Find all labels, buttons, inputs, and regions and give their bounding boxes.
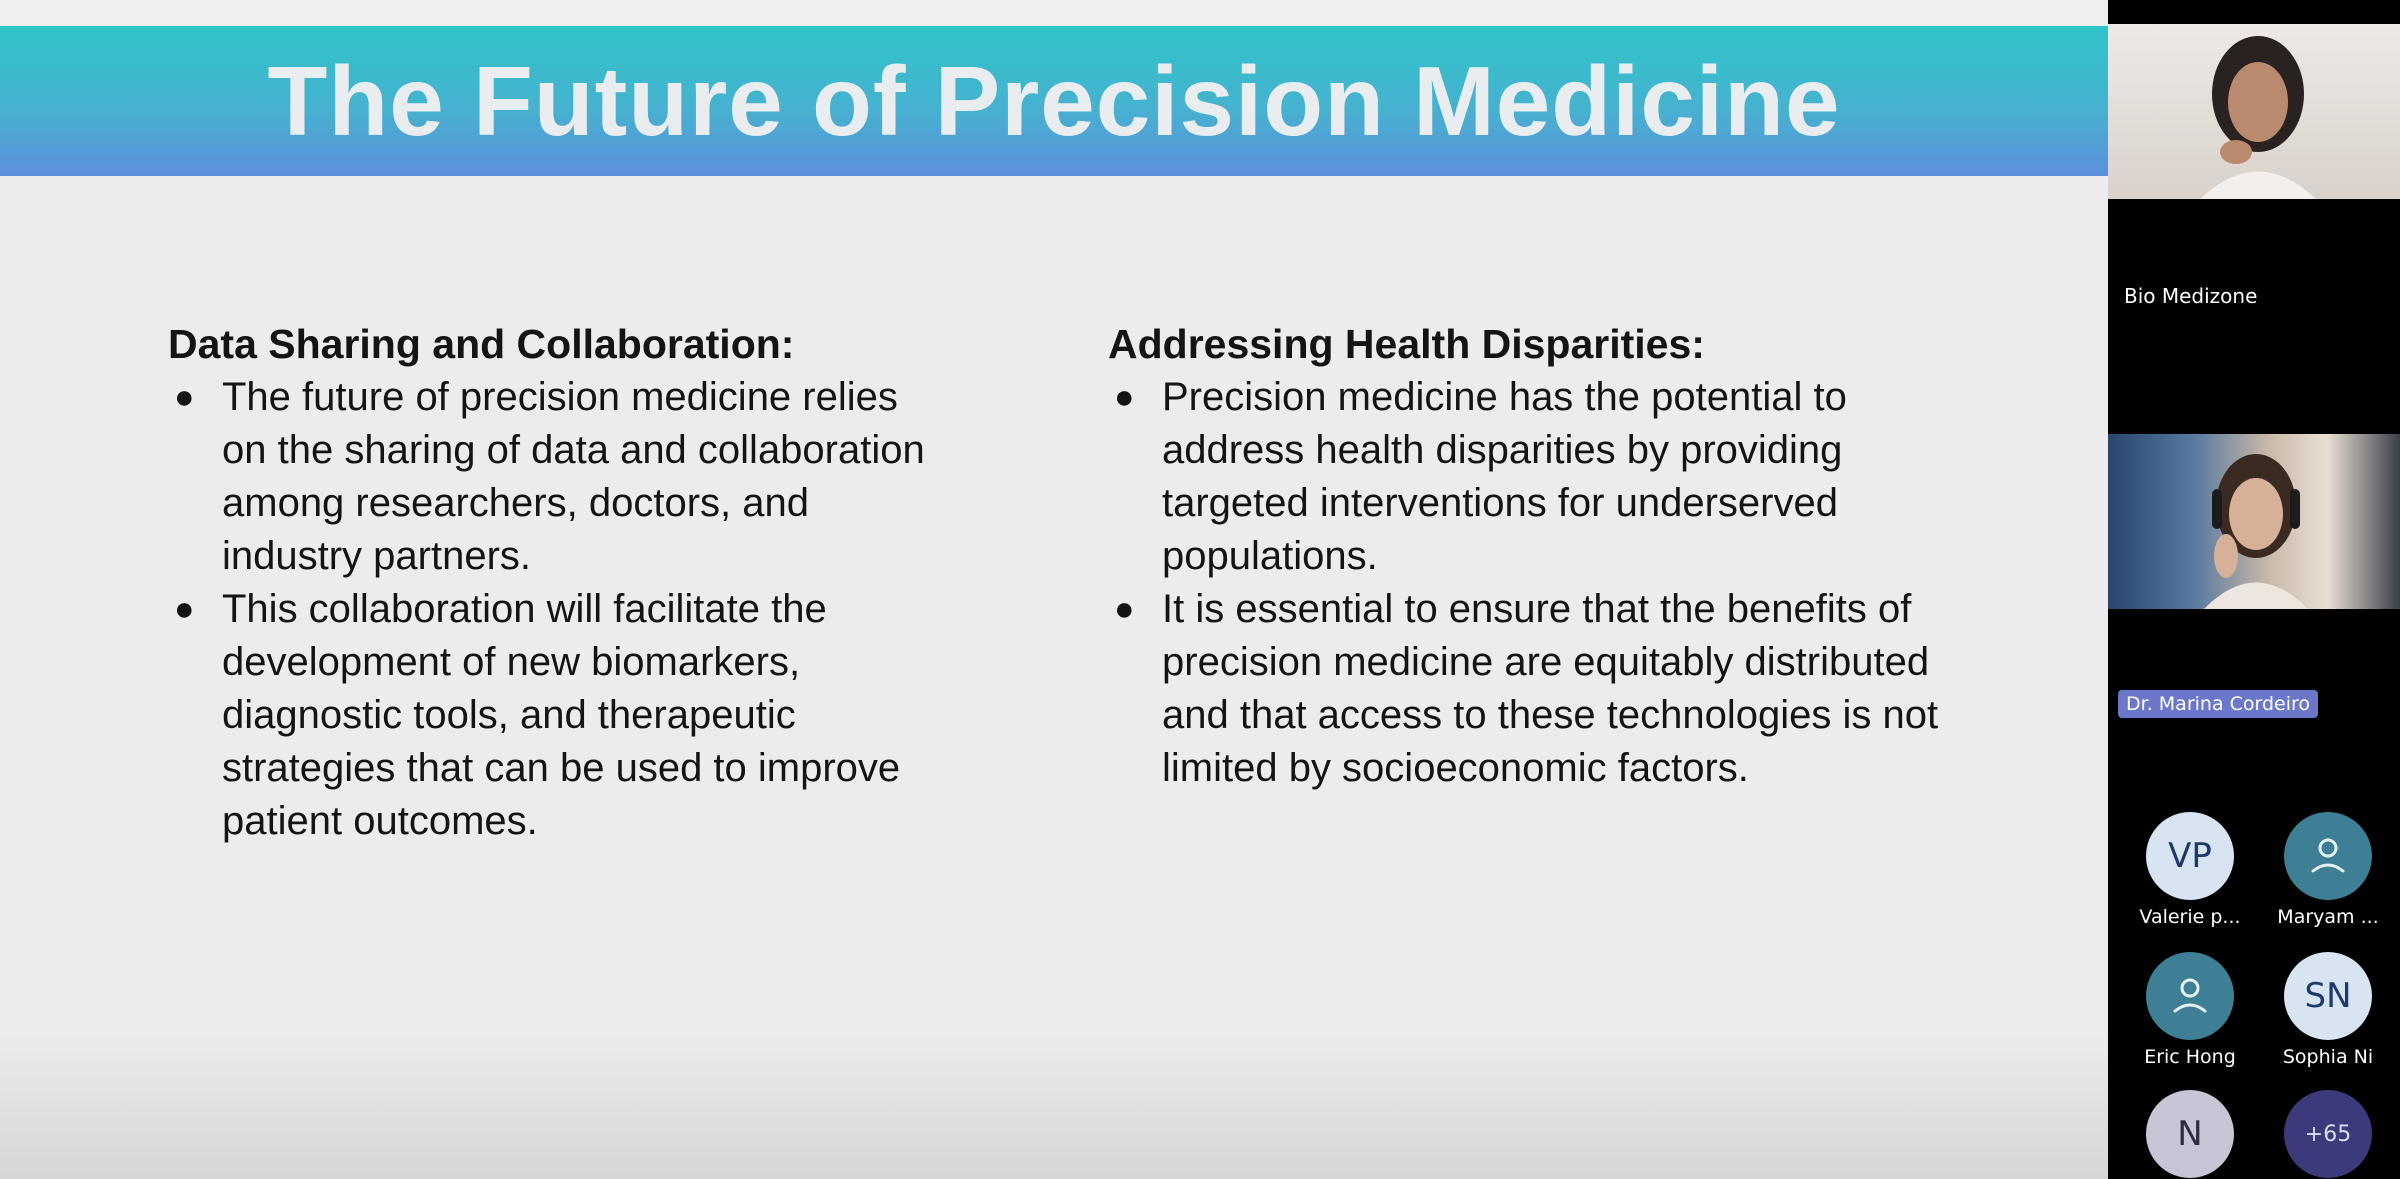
- active-speaker-label: Dr. Marina Cordeiro: [2118, 690, 2318, 718]
- left-bullet-list: [168, 371, 928, 848]
- participant-avatar[interactable]: [2258, 812, 2398, 928]
- participant-avatar[interactable]: [2258, 952, 2398, 1068]
- video-name-label: Bio Medizone: [2124, 284, 2258, 308]
- left-column: [168, 318, 928, 848]
- person-icon: [2303, 831, 2353, 881]
- avatar: SN: [2284, 952, 2372, 1040]
- slide-top-strip: [0, 0, 2108, 26]
- participant-name: Eric Hong: [2144, 1046, 2236, 1068]
- participant-name: Sophia Ni: [2282, 1046, 2374, 1068]
- bullet-glyph: ●: [1114, 378, 1135, 416]
- bullet-text: Precision medicine has the potential to address health disparities by providing targeted interventions for underserved populations.: [1162, 375, 1847, 578]
- bullet-text: This collaboration will facilitate the development of new biomarkers, diagnostic tools, and therapeutic strategies that can be used to improve patient outcomes.: [222, 587, 901, 843]
- list-item: [168, 583, 928, 848]
- slide-title: The Future of Precision Medicine: [267, 45, 1841, 156]
- participant-avatar[interactable]: [2120, 1090, 2260, 1178]
- more-participants-button[interactable]: [2258, 1090, 2398, 1178]
- left-heading: Data Sharing and Collaboration:: [168, 321, 795, 367]
- bullet-text: It is essential to ensure that the benefits of precision medicine are equitably distributed and that access to these technologies is not limited by socioeconomic factors.: [1162, 587, 1939, 790]
- participant-video-icon: [2108, 24, 2400, 199]
- slide-bottom-shade: [0, 1029, 2108, 1179]
- avatar: [2146, 952, 2234, 1040]
- participant-name: Valerie p...: [2139, 906, 2241, 928]
- video-tile-bio-medizone[interactable]: [2108, 24, 2400, 199]
- bullet-glyph: ●: [174, 590, 195, 628]
- bullet-glyph: ●: [1114, 590, 1135, 628]
- avatar: VP: [2146, 812, 2234, 900]
- avatar: N: [2146, 1090, 2234, 1178]
- participant-video-icon: [2108, 434, 2400, 609]
- more-participants-count: +65: [2284, 1090, 2372, 1178]
- list-item: [168, 371, 928, 583]
- right-column: [1108, 318, 1968, 795]
- list-item: [1108, 583, 1968, 795]
- right-bullet-list: [1108, 371, 1968, 795]
- list-item: [1108, 371, 1968, 583]
- bullet-text: The future of precision medicine relies on the sharing of data and collaboration among researchers, doctors, and industry partners.: [222, 375, 925, 578]
- bullet-glyph: ●: [174, 378, 195, 416]
- video-tile-marina-cordeiro[interactable]: [2108, 434, 2400, 609]
- participant-avatar[interactable]: [2120, 952, 2260, 1068]
- right-heading: Addressing Health Disparities:: [1108, 321, 1705, 367]
- participant-avatar[interactable]: [2120, 812, 2260, 928]
- person-icon: [2165, 971, 2215, 1021]
- participant-name: Maryam ...: [2277, 906, 2379, 928]
- avatar: [2284, 812, 2372, 900]
